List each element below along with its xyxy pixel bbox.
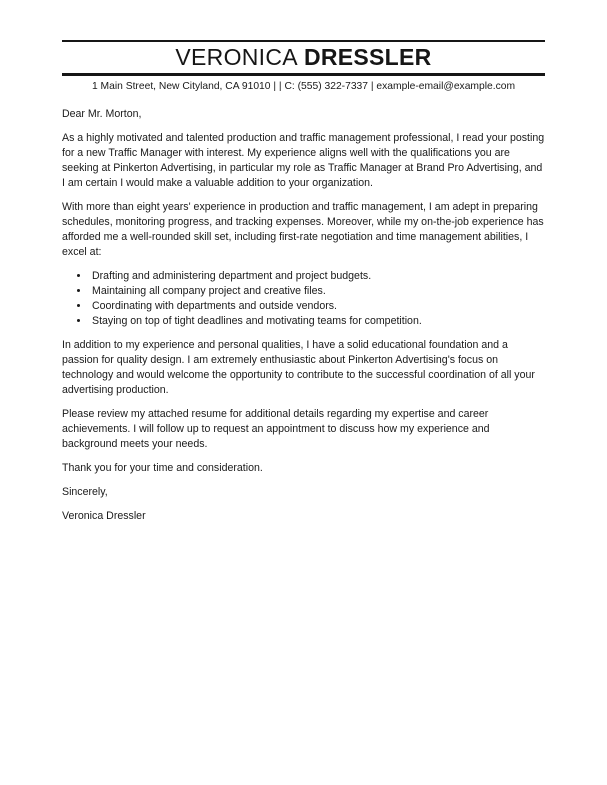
closing-thanks: Thank you for your time and consideration. <box>62 462 263 474</box>
paragraph-education: In addition to my experience and personal qualities, I have a solid educational foundation and a passion for quality design. I am extremely enthusiastic about Pinkerton Advertising's focus on technology and would welcome the opportunity to contribute to the successful coordination of all your advertising production. <box>62 339 535 396</box>
closing-valediction: Sincerely, <box>62 486 108 498</box>
paragraph-followup: Please review my attached resume for additional details regarding my expertise and career achievements. I will follow up to request an appointment to discuss how my experience and background meets your needs. <box>62 408 490 450</box>
signature-name: Veronica Dressler <box>62 510 146 522</box>
author-name <box>62 44 545 70</box>
paragraph-experience: With more than eight years' experience in production and traffic management, I am adept in preparing schedules, monitoring progress, and tracking expenses. Moreover, while my on-the-job experience has afforded me a well-rounded skill set, including first-rate negotiation and time management abilities, I excel at: <box>62 201 544 258</box>
paragraph-intro: As a highly motivated and talented production and traffic management professional, I read your posting for a new Traffic Manager with interest. My experience aligns well with the qualifications you are seeking at Pinkerton Advertising, in particular my role as Traffic Manager at Brand Pro Advertising, and I am certain I would make a valuable addition to your organization. <box>62 132 545 189</box>
author-last-name: DRESSLER <box>303 44 432 70</box>
salutation: Dear Mr. Morton, <box>62 108 142 120</box>
name-banner <box>62 40 545 76</box>
skill-item-files: • Maintaining all company project and creative files. <box>90 284 545 299</box>
skill-item-vendors: • Coordinating with departments and outside vendors. <box>90 299 545 314</box>
skill-item-budgets: • Drafting and administering department and project budgets. <box>90 269 545 284</box>
letter-body <box>62 93 545 524</box>
contact-info-line: 1 Main Street, New Cityland, CA 91010 | | C: (555) 322-7337 | example-email@example.com <box>91 81 516 92</box>
skill-item-deadlines: • Staying on top of tight deadlines and motivating teams for competition. <box>90 314 545 329</box>
letterhead <box>62 40 545 93</box>
skills-list <box>62 269 545 329</box>
author-first-name: VERONICA <box>175 44 298 70</box>
